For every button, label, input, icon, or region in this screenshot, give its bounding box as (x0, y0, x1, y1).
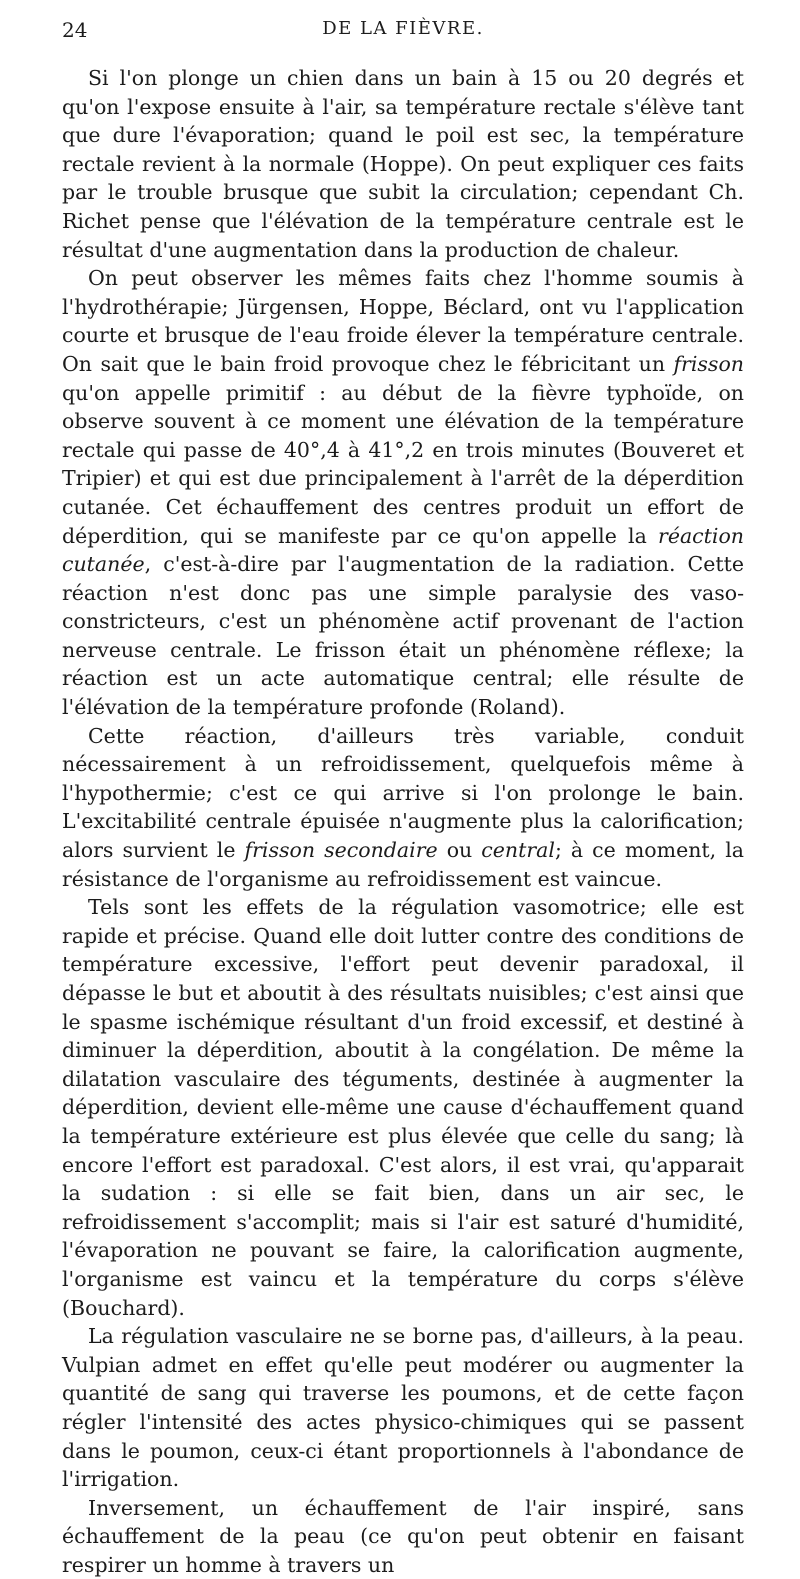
italic-term: frisson (673, 351, 744, 376)
text-run: Si l'on plonge un chien dans un bain à 15 ou 20 degrés et qu'on l'expose ensuite à l'air, sa température rectale s'élève tant que dure l'évaporation; quand le poil est sec, la température rectale revient à la normale (Hoppe). On peut expliquer ces faits par le trouble brusque que subit la circulation; cependant Ch. Richet pense que l'élévation de la température centrale est le résultat d'une augmentation dans la production de chaleur. (62, 66, 744, 262)
paragraph (62, 64, 744, 264)
book-page (0, 8, 800, 1577)
paragraph (62, 264, 744, 722)
text-run: La régulation vasculaire ne se borne pas, d'ailleurs, à la peau. Vulpian admet en effet qu'elle peut modérer ou augmenter la quantité de sang qui traverse les poumons, et de cette façon régler l'intensité des actes physico-chimiques qui se passent dans le poumon, ceux-ci étant proportionnels à l'abondance de l'irrigation. (62, 1324, 744, 1492)
text-run: ou (437, 838, 482, 863)
text-run: Inversement, un échauffement de l'air inspiré, sans échauffement de la peau (ce qu'on peut obtenir en faisant respirer un homme à travers un (62, 1495, 744, 1577)
italic-term: central (481, 838, 555, 863)
text-run: , c'est-à-dire par l'augmentation de la radiation. Cette réaction n'est donc pas une simple paralysie des vaso-constricteurs, c'est un phénomène actif provenant de l'action nerveuse centrale. Le frisson était un phénomène réflexe; la réaction est un acte automatique central; elle résulte de l'élévation de la température profonde (Roland). (62, 552, 744, 720)
paragraph (62, 893, 744, 1322)
text-run: Cette réaction, d'ailleurs très variable, conduit nécessairement à un refroidissement, quelquefois même à l'hypothermie; c'est ce qui arrive si l'on prolonge le bain. L'excitabilité centrale épuisée n'augmente plus la calorification; alors survient le (62, 723, 744, 863)
text-run: Tels sont les effets de la régulation vasomotrice; elle est rapide et précise. Quand elle doit lutter contre des conditions de température excessive, l'effort peut devenir paradoxal, il dépasse le but et aboutit à des résultats nuisibles; c'est ainsi que le spasme ischémique résultant d'un froid excessif, et destiné à diminuer la déperdition, aboutit à la congélation. De même la dilatation vasculaire des téguments, destinée à augmenter la déperdition, devient elle-même une cause d'échauffement quand la température extérieure est plus élevée que celle du sang; là encore l'effort est paradoxal. C'est alors, il est vrai, qu'apparait la sudation : si elle se fait bien, dans un air sec, le refroidissement s'accomplit; mais si l'air est saturé d'humidité, l'évaporation ne pouvant se faire, la calorification augmente, l'organisme est vaincu et la température du corps s'élève (Bouchard). (62, 895, 744, 1320)
text-run: On peut observer les mêmes faits chez l'homme soumis à l'hydrothérapie; Jürgensen, Hoppe, Béclard, ont vu l'application courte et brusque de l'eau froide élever la température centrale. On sait que le bain froid provoque chez le fébricitant un (62, 266, 744, 376)
paragraph (62, 722, 744, 894)
text-run: ; à ce moment, la résistance de l'organisme au refroidissement est vaincue. (62, 838, 744, 891)
running-head: DE LA FIÈVRE. (322, 18, 484, 39)
paragraph (62, 1322, 744, 1494)
italic-term: réaction cutanée (62, 523, 744, 577)
page-number: 24 (62, 18, 88, 42)
text-run: qu'on appelle primitif : au début de la fièvre typhoïde, on observe souvent à ce moment une élévation de la température rectale qui passe de 40°,4 à 41°,2 en trois minutes (Bouveret et Tripier) et qui est due principalement à l'arrêt de la déperdition cutanée. Cet échauffement des centres produit un effort de déperdition, qui se manifeste par ce qu'on appelle la (62, 380, 744, 548)
italic-term: frisson secondaire (244, 838, 438, 863)
page-header (62, 8, 744, 48)
body-text (62, 64, 744, 1579)
paragraph (62, 1494, 744, 1579)
